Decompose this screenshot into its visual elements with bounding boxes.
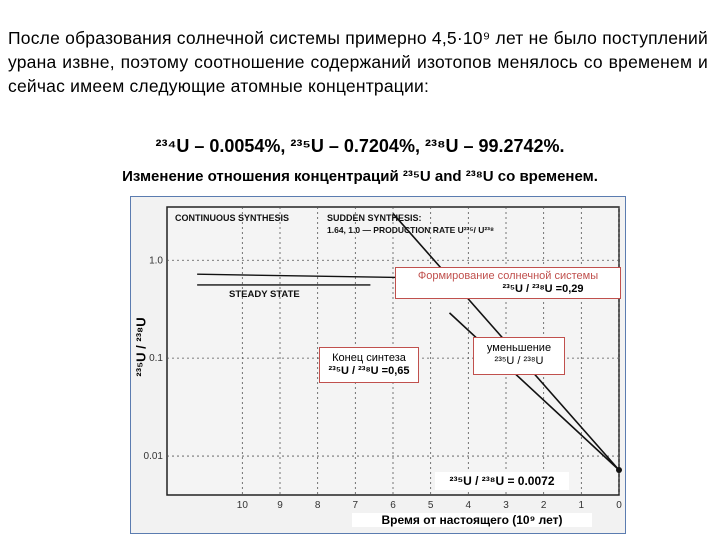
intro-paragraph: После образования солнечной системы примерно 4,5·10⁹ лет не было поступлений урана извне, поэтому соотношение содержаний изотопов менялось со временем и сейчас имеем следующие атомные концентрации: [8,28,708,96]
legend-continuous: CONTINUOUS SYNTHESIS [175,213,290,223]
x-tick-label: 7 [352,500,359,511]
legend-steady: STEADY STATE [229,288,300,300]
x-tick-label: 0 [616,500,622,511]
x-tick-label: 8 [314,500,321,511]
x-tick-label: 1 [578,500,585,511]
y-tick-label: 0.01 [143,451,163,463]
y-tick-label: 0.1 [149,353,163,365]
x-tick-label: 5 [427,500,434,511]
x-axis-label: Время от настоящего (10⁹ лет) [352,513,592,527]
chart-subtitle: Изменение отношения концентраций ²³⁵U and ²³⁸U со временем. [122,168,598,185]
legend-sudden-2: 1.64, 1.0 — PRODUCTION RATE U²³⁵/ U²³⁸ [327,225,495,235]
synthesis-end-title: Конец синтеза [332,352,406,364]
present-ratio-annotation: ²³⁵U / ²³⁸U = 0.0072 [435,472,569,490]
chart-figure [130,196,626,534]
y-tick-label: 1.0 [149,255,163,267]
x-tick-label: 4 [465,500,472,511]
legend-sudden-1: SUDDEN SYNTHESIS: [327,213,422,223]
y-axis-label: ²³⁵U / ²³⁸U [133,317,149,377]
formation-annotation-ratio: ²³⁵U / ²³⁸U =0,29 [502,283,584,295]
formation-annotation-title: Формирование солнечной системы [417,270,599,282]
decrease-title: уменьшение [486,342,552,354]
synthesis-end-annotation [319,347,419,383]
x-tick-label: 6 [390,500,396,511]
decrease-ratio: ²³⁵U / ²³⁸U [494,355,544,367]
isotope-concentrations: ²³⁴U – 0.0054%, ²³⁵U – 0.7204%, ²³⁸U – 99.2742%. [155,136,565,156]
x-tick-label: 2 [540,500,547,511]
x-tick-label: 3 [503,500,509,511]
data-marker [616,467,622,473]
synthesis-end-ratio: ²³⁵U / ²³⁸U =0,65 [328,365,410,377]
x-tick-label: 9 [277,500,283,511]
formation-annotation [395,267,621,299]
decrease-annotation [473,337,565,375]
x-tick-label: 10 [236,500,248,511]
